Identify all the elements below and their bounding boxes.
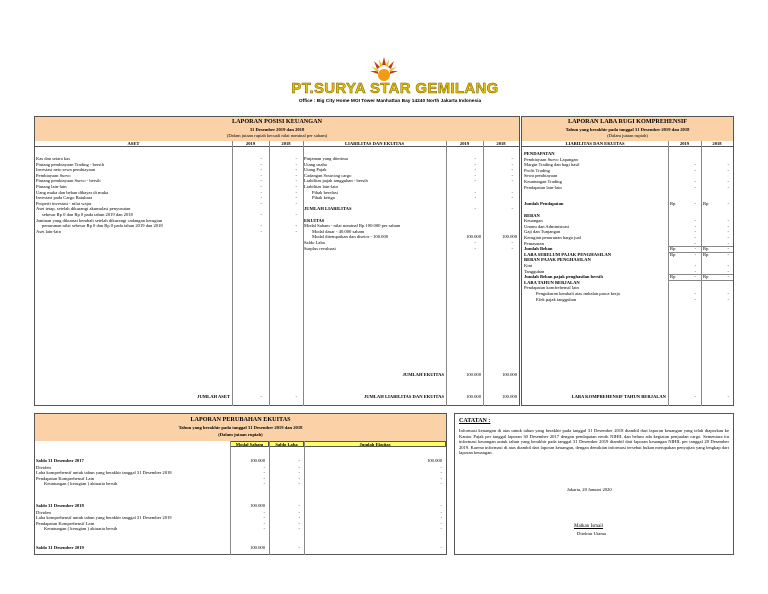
laba-row-label: Jumlah Beban pajak penghasilan bersih <box>524 274 603 280</box>
liabilitas-row-2019: - <box>474 172 476 178</box>
ekuitas-row-jumlah: - <box>440 475 442 481</box>
ekuitas-date: Tahun yang berakhir pada tanggal 31 Desember 2019 dan 2018 <box>178 425 303 430</box>
aset-row-label: Pembiayaan Survo <box>36 172 71 178</box>
company-logo <box>368 55 400 83</box>
aset-row-label: penurunan nilai sebesar Rp 0 dan Rp 0 pada tahun 2019 dan 2018 <box>42 223 163 229</box>
posisi-title: LAPORAN POSISI KEUANGAN <box>231 118 323 125</box>
liabilitas-row-2018: - <box>511 156 513 161</box>
ekuitas-row-label: Keuntungan ( kerugian ) aktuaria bersih <box>44 526 118 531</box>
laba-row-2019: - <box>694 263 696 268</box>
aset-row-2018: - <box>295 223 297 229</box>
laba-row-rp-2019: Rp <box>670 201 676 207</box>
office-address: Office : Big City Home MOI Tower Manhattan Bay 14240 North Jakarta Indonesia <box>298 99 482 104</box>
laba-title: LAPORAN LABA RUGI KOMPREHENSIF <box>567 118 688 125</box>
ekuitas-row-jumlah: - <box>440 526 442 531</box>
laba-row-label: Efek pajak tangguhan <box>536 296 577 302</box>
aset-row-label: sebesar Rp 0 dan Rp 0 pada tahun 2019 dan 2018 <box>42 212 133 217</box>
liabilitas-row-2018: - <box>511 172 513 178</box>
ekuitas-col-saldo: Saldo Laba <box>269 441 304 447</box>
laba-total-2019: - <box>694 394 696 399</box>
catatan-title: CATATAN : <box>459 418 491 424</box>
liabilitas-row-2018: - <box>511 206 513 212</box>
liabilitas-row-2019: - <box>474 161 476 167</box>
jumlah-aset-label: JUMLAH ASET <box>197 394 230 399</box>
liabilitas-row-label: Cadangan Sourcing cargo <box>304 172 352 178</box>
jumlah-ekuitas-2019: 100.000 <box>466 372 481 377</box>
col-aset: ASET <box>35 141 232 147</box>
ekuitas-row-jumlah: 100.000 <box>427 458 442 463</box>
laba-row-label: Keuangan <box>524 218 543 224</box>
aset-row-2019: - <box>260 167 262 173</box>
laba-row-label: Pendapatan lain-lain <box>524 184 562 190</box>
laba-row-2018: - <box>727 268 729 274</box>
jumlah-liab-ekuitas-2018: 100.000 <box>502 394 517 399</box>
laba-row-2018: - <box>727 162 729 168</box>
liabilitas-row-label: Liabilitas pajak tangguhan - bersih <box>304 178 368 184</box>
laba-note: (Dalam jutaan rupiah) <box>607 133 648 138</box>
laba-row-2018: - <box>727 274 729 280</box>
ekuitas-row-jumlah: - <box>440 545 442 550</box>
ekuitas-row-label: Dividen <box>36 464 51 470</box>
laba-row-rp-2019: Rp <box>670 251 676 257</box>
laba-row-2019: - <box>694 162 696 168</box>
aset-row-2018: - <box>295 172 297 178</box>
aset-row-label: Piutang pembiayaan Trading - bersih <box>36 161 104 167</box>
ekuitas-row-label: Saldo 31 Desember 2018 <box>36 503 84 508</box>
col-liab: LIABILITAS DAN EKUITAS <box>303 141 446 147</box>
total-rule <box>668 274 733 275</box>
laba-row-label: Pendapatan komfrehensif lain <box>524 285 579 291</box>
liabilitas-row-2019: - <box>474 240 476 245</box>
laba-row-rp-2019: Rp <box>670 246 676 252</box>
aset-row-2018: - <box>295 178 297 184</box>
laba-row-label: Sewa pembiayaan <box>524 173 558 179</box>
aset-row-2018: - <box>295 184 297 189</box>
liabilitas-row-2019: - <box>474 245 476 251</box>
ekuitas-row-modal: - <box>263 526 265 531</box>
laba-total-2018: - <box>727 394 729 399</box>
liabilitas-row-2019: - <box>474 206 476 212</box>
laba-row-2018: - <box>727 218 729 224</box>
liabilitas-row-label: Utang usaha <box>304 161 327 167</box>
laba-row-label: LABA SEBELUM PAJAK PENGHASILAN <box>524 251 612 257</box>
laba-row-2019: - <box>694 184 696 190</box>
laba-row-2019: - <box>694 179 696 184</box>
ekuitas-row-saldo: - <box>298 458 300 463</box>
col-2018-liab: 2018 <box>483 141 519 147</box>
aset-row-2019: - <box>260 178 262 184</box>
liabilitas-row-label: Modal Saham - nilai nominal Rp 100.000 per saham <box>304 223 401 229</box>
aset-row-2019: - <box>260 195 262 201</box>
liabilitas-row-2019: - <box>474 178 476 184</box>
laba-row-2019: - <box>694 274 696 280</box>
liabilitas-row-2018: - <box>511 245 513 251</box>
laba-row-label: Jumlah Beban <box>524 246 553 252</box>
laba-col-desc: LIABILITAS DAN EKUITAS <box>522 141 668 147</box>
laba-row-label: Pengukuran kembali atas imbalan pasca kerja <box>536 291 620 296</box>
liabilitas-row-label: Saldo Laba <box>304 240 325 245</box>
laba-row-2018: - <box>727 184 729 190</box>
aset-row-label: Aset lain-lain <box>36 228 61 234</box>
jumlah-ekuitas-label: JUMLAH EKUITAS <box>402 372 444 377</box>
total-rule <box>668 252 733 253</box>
catatan-place-date: Jakarta, 20 Januari 2020 <box>567 487 612 492</box>
laba-row-label: LABA TAHUN BERJALAN <box>524 279 580 285</box>
jumlah-liab-ekuitas-2019: 100.000 <box>466 394 481 399</box>
laba-row-2018: - <box>727 223 729 229</box>
ekuitas-row-saldo: - <box>298 509 300 515</box>
laba-row-2018: - <box>727 240 729 246</box>
liabilitas-row-2019: - <box>474 195 476 201</box>
jumlah-aset-2019: - <box>260 394 262 399</box>
laba-row-label: Jumlah Pendapatan <box>524 201 564 207</box>
laba-date: Tahun yang berakhir pada tanggal 31 Desember 2019 dan 2018 <box>565 127 690 132</box>
ekuitas-row-jumlah: - <box>440 520 442 526</box>
liabilitas-row-label: Pihak ketiga <box>312 195 335 201</box>
laba-row-2019: - <box>694 246 696 252</box>
ekuitas-row-saldo: - <box>298 520 300 526</box>
aset-row-2018: - <box>295 167 297 173</box>
ekuitas-row-saldo: - <box>298 464 300 470</box>
aset-row-2018: - <box>295 195 297 201</box>
laba-row-2018: - <box>727 235 729 240</box>
laba-row-label: BEBAN <box>524 212 540 218</box>
laba-col-2019: 2019 <box>668 141 701 147</box>
ekuitas-col-modal: Modal Saham <box>230 441 269 447</box>
ekuitas-row-saldo: - <box>298 481 300 486</box>
liabilitas-row-label: Utang Pajak <box>304 167 327 173</box>
liabilitas-row-2018: - <box>511 167 513 173</box>
jumlah-ekuitas-2018: 100.000 <box>502 372 517 377</box>
laba-row-label: Tangguhan <box>524 268 545 274</box>
laba-row-2018: - <box>727 201 729 207</box>
liabilitas-row-2018: - <box>511 178 513 184</box>
col-2019-aset: 2019 <box>232 141 269 147</box>
laba-row-rp-2019: Rp <box>670 274 676 280</box>
liabilitas-row-label: Modal ditempatkan dan disetor - 100.000 <box>312 234 389 240</box>
laba-row-2019: - <box>694 218 696 224</box>
aset-row-2018: - <box>295 200 297 206</box>
ekuitas-row-saldo: - <box>298 515 300 520</box>
ekuitas-row-label: Pendapatan Komprehensif Lain <box>36 520 95 526</box>
liabilitas-row-label: Pinjaman yang diterima <box>304 156 348 161</box>
laba-total-label: LABA KOMPREHENSIF TAHUN BERJALAN <box>571 394 666 399</box>
ekuitas-row-label: Laba komprehensif untuk tahun yang berakhir tanggal 31 Desember 2018 <box>36 470 172 475</box>
jumlah-liab-ekuitas-label: JUMLAH LIABILITAS DAN EKUITAS <box>363 394 444 399</box>
aset-row-2018: - <box>295 228 297 234</box>
ekuitas-col-jumlah: Jumlah Ekuitas <box>304 441 446 447</box>
liabilitas-row-2018: - <box>511 195 513 201</box>
laba-row-2018: - <box>727 167 729 173</box>
ekuitas-row-jumlah: - <box>440 481 442 486</box>
ekuitas-row-label: Dividen <box>36 509 51 515</box>
ekuitas-row-jumlah: - <box>440 470 442 475</box>
laba-row-2018: - <box>727 251 729 257</box>
laba-row-2019: - <box>694 268 696 274</box>
laba-row-label: Keuntungan Trading <box>524 179 562 184</box>
laba-row-2019: - <box>694 201 696 207</box>
ekuitas-note: (Dalam jutaan rupiah) <box>218 432 263 437</box>
sun-star-logo-icon <box>368 55 400 83</box>
laba-row-label: Pemasaran <box>524 240 544 246</box>
aset-row-2018: - <box>295 161 297 167</box>
aset-row-label: Properti investasi - nilai wajar <box>36 200 92 206</box>
ekuitas-row-saldo: - <box>298 545 300 550</box>
modal-2018: 100.000 <box>502 234 517 240</box>
aset-row-2019: - <box>260 223 262 229</box>
aset-row-2019: - <box>260 189 262 195</box>
laba-row-label: Margin Trading dan bagi hasil <box>524 162 580 168</box>
total-rule <box>668 246 733 247</box>
ekuitas-row-saldo: - <box>298 470 300 475</box>
ekuitas-row-modal: - <box>263 475 265 481</box>
aset-row-2019: - <box>260 184 262 189</box>
liabilitas-row-label: Surplus revaluasi <box>304 245 336 251</box>
aset-row-label: Uang muka dan beban dibayar di muka <box>36 189 109 195</box>
ekuitas-row-jumlah: - <box>440 509 442 515</box>
laba-row-2019: - <box>694 235 696 240</box>
liabilitas-row-2019: - <box>474 189 476 195</box>
liabilitas-row-label: Pihak berelasi <box>312 189 338 195</box>
laba-row-2018: - <box>727 179 729 184</box>
laba-row-label: Profit Trading <box>524 167 550 173</box>
col-2019-liab: 2019 <box>446 141 483 147</box>
laba-row-2018: - <box>727 246 729 252</box>
ekuitas-row-label: Laba komprehensif untuk tahun yang berakhir tanggal 31 Desember 2019 <box>36 515 172 520</box>
ekuitas-row-saldo: - <box>298 475 300 481</box>
signer-name: Malkan Ismail <box>574 524 604 529</box>
laba-row-rp-2018: Rp <box>703 251 709 257</box>
ekuitas-title: LAPORAN PERUBAHAN EKUITAS <box>190 416 291 423</box>
aset-row-2018: - <box>295 156 297 161</box>
laba-row-rp-2018: Rp <box>703 274 709 280</box>
aset-row-2018: - <box>295 212 297 217</box>
laba-row-label: BEBAN PAJAK PENGHASILAN <box>524 257 591 263</box>
laba-col-2018: 2018 <box>701 141 733 147</box>
ekuitas-row-modal: - <box>263 481 265 486</box>
aset-row-2019: - <box>260 228 262 234</box>
posisi-note: (Dalam jutaan rupiah kecuali nilai nominal per saham) <box>226 133 328 138</box>
laba-row-2019: - <box>694 223 696 229</box>
liabilitas-row-2019: - <box>474 167 476 173</box>
ekuitas-row-modal: 100.000 <box>250 503 265 508</box>
ekuitas-row-saldo: - <box>298 526 300 531</box>
aset-row-2019: - <box>260 172 262 178</box>
ekuitas-row-modal: - <box>263 470 265 475</box>
laba-row-2018: - <box>727 296 729 302</box>
liabilitas-row-2018: - <box>511 161 513 167</box>
aset-row-label: Investasi neto sewa pembiayaan <box>36 167 96 173</box>
laba-row-2019: - <box>694 296 696 302</box>
jumlah-aset-2018: - <box>295 394 297 399</box>
laba-row-2019: - <box>694 167 696 173</box>
modal-2019: 100.000 <box>466 234 481 240</box>
laba-row-2019: - <box>694 291 696 296</box>
laba-row-label: Kerugian penurunan harga jual <box>524 235 581 240</box>
laba-row-2019: - <box>694 240 696 246</box>
ekuitas-row-label: Saldo 31 Desember 2017 <box>36 458 84 463</box>
ekuitas-row-jumlah: - <box>440 464 442 470</box>
liabilitas-row-2019: - <box>474 156 476 161</box>
aset-row-label: Investasi pada Cargo Batubara <box>36 195 93 201</box>
liabilitas-row-label: JUMLAH LIABILITAS <box>304 206 352 212</box>
col-2018-aset: 2018 <box>269 141 303 147</box>
aset-row-2018: - <box>295 189 297 195</box>
ekuitas-row-modal: - <box>263 520 265 526</box>
catatan-body: Informasi keuangan di atas untuk tahun yang berakhir pada tanggal 31 Desember 2018 diambil dari laporan keuangan yang telah diaporkan ke Kantor Pajak per tanggal laporan 30 Desember 2017 dengan pendapatan neoth NIHIL dan belum ada kegiatan penjualan cargo. Sementara itu informasi keuangan untuk tahun yang berakhir pada tanggal 31 Desember 2019 diambil dari laporan keuangan NIHIL per tanggal 28 Desember 2019. Karena informasi di atas diambil dari laporan keuangan, dengan demikian informasi tersebut bukan merupakan penyajian yang lengkap dari laporan keuangan. <box>459 428 729 456</box>
liabilitas-row-label: Liabilitas lain-lain <box>304 184 338 189</box>
ekuitas-row-label: Keuntungan ( kerugian ) aktuaria bersih <box>44 481 118 486</box>
aset-row-label: Piutang pembiayaan Survo - bersih <box>36 178 101 184</box>
posisi-date: 31 Desember 2019 dan 2018 <box>249 127 305 132</box>
laba-row-2018: - <box>727 291 729 296</box>
laba-row-label: Gaji dan Tunjangan <box>524 229 561 235</box>
aset-row-2019: - <box>260 200 262 206</box>
ekuitas-row-jumlah: - <box>440 503 442 508</box>
ekuitas-row-label: Saldo 31 Desember 2019 <box>36 545 84 550</box>
liabilitas-row-label: Modal dasar - 40.000 saham <box>312 228 365 234</box>
laba-row-label: Umum dan Administrasi <box>524 223 570 229</box>
aset-row-2019: - <box>260 156 262 161</box>
ekuitas-row-modal: 100.000 <box>250 545 265 550</box>
aset-row-label: Piutang lain-lain <box>36 184 67 189</box>
laba-row-2018: - <box>727 229 729 235</box>
aset-row-label: Aset tetap, setelah dikurangi akumulasi penyusutan <box>36 206 131 212</box>
ekuitas-row-jumlah: - <box>440 515 442 520</box>
laba-row-label: PENDAPATAN <box>524 151 555 156</box>
liabilitas-row-2018: - <box>511 189 513 195</box>
laba-row-rp-2018: Rp <box>703 246 709 252</box>
laba-row-2018: - <box>727 263 729 268</box>
laba-row-rp-2018: Rp <box>703 201 709 207</box>
aset-row-2019: - <box>260 212 262 217</box>
ekuitas-row-modal: - <box>263 515 265 520</box>
aset-row-2019: - <box>260 161 262 167</box>
liabilitas-row-2018: - <box>511 240 513 245</box>
aset-row-label: Jaminan yang dikuasai kembali setelah dikurangi cadangan kerugian <box>36 217 163 223</box>
signer-position: Direktur Utama <box>577 531 606 536</box>
ekuitas-row-modal: - <box>263 464 265 470</box>
aset-row-label: Kas dan setara kas <box>36 156 71 161</box>
ekuitas-row-modal: 100.000 <box>250 458 265 463</box>
ekuitas-row-saldo: - <box>298 503 300 508</box>
company-name: PT.SURYA STAR GEMILANG <box>291 80 499 97</box>
liabilitas-row-label: EKUITAS <box>304 217 325 223</box>
laba-row-label: Kini <box>524 263 533 268</box>
ekuitas-row-label: Pendapatan Komprehensif Lain <box>36 475 95 481</box>
laba-row-2019: - <box>694 229 696 235</box>
total-rule <box>668 280 733 281</box>
laba-row-label: Pembiayaan Survo Lapangan <box>524 156 578 162</box>
laba-row-2019: - <box>694 251 696 257</box>
ekuitas-row-modal: - <box>263 509 265 515</box>
